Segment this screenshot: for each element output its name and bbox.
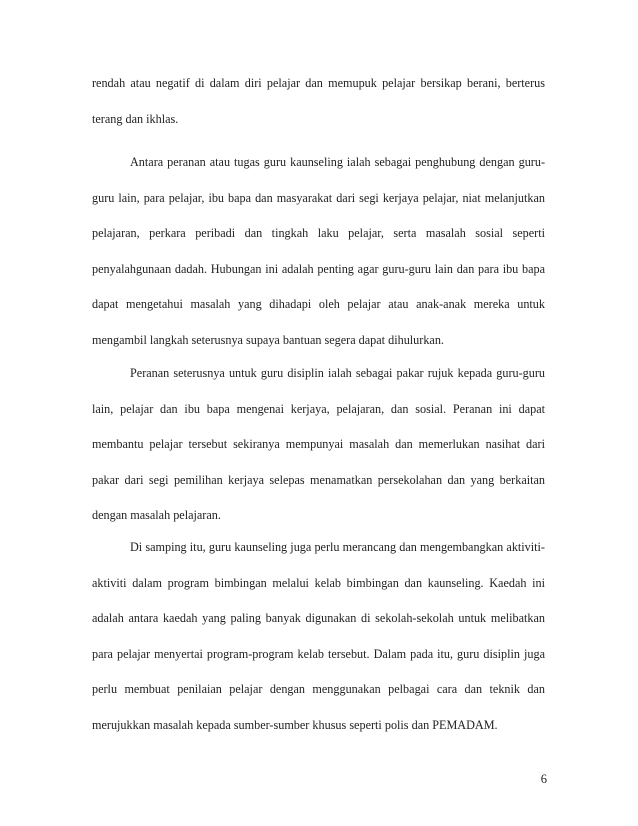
paragraph-guidance-programs: Di samping itu, guru kaunseling juga perlu merancang dan mengembangkan aktiviti-aktiviti dalam program bimbingan melalui kelab bimbingan dan kaunseling. Kaedah ini adalah antara kaedah yang paling banyak digunakan di sekolah-sekolah untuk melibatkan para pelajar menyertai program-program kelab tersebut. Dalam pada itu, guru disiplin juga perlu membuat penilaian pelajar dengan menggunakan pelbagai cara dan teknik dan merujukkan masalah kepada sumber-sumber khusus seperti polis dan PEMADAM. — [92, 540, 545, 732]
paragraph-continuation: rendah atau negatif di dalam diri pelajar dan memupuk pelajar bersikap berani, berterus terang dan ikhlas. — [92, 76, 545, 126]
paragraph-discipline-referral: Peranan seterusnya untuk guru disiplin ialah sebagai pakar rujuk kepada guru-guru lain, pelajar dan ibu bapa mengenai kerjaya, pelajaran, dan sosial. Peranan ini dapat membantu pelajar tersebut sekiranya mempunyai masalah dan memerlukan nasihat dari pakar dari segi pemilihan kerjaya selepas menamatkan persekolahan dan yang berkaitan dengan masalah pelajaran. — [92, 366, 545, 522]
page-number: 6 — [540, 772, 547, 786]
paragraph-counselor-liaison: Antara peranan atau tugas guru kaunseling ialah sebagai penghubung dengan guru-guru lain, para pelajar, ibu bapa dan masyarakat dari segi kerjaya pelajar, niat melanjutkan pelajaran, perkara peribadi dan tingkah laku pelajar, serta masalah sosial seperti penyalahgunaan dadah. Hubungan ini adalah penting agar guru-guru lain dan para ibu bapa dapat mengetahui masalah yang dihadapi oleh pelajar atau anak-anak mereka untuk mengambil langkah seterusnya supaya bantuan segera dapat dihulurkan. — [92, 155, 545, 347]
